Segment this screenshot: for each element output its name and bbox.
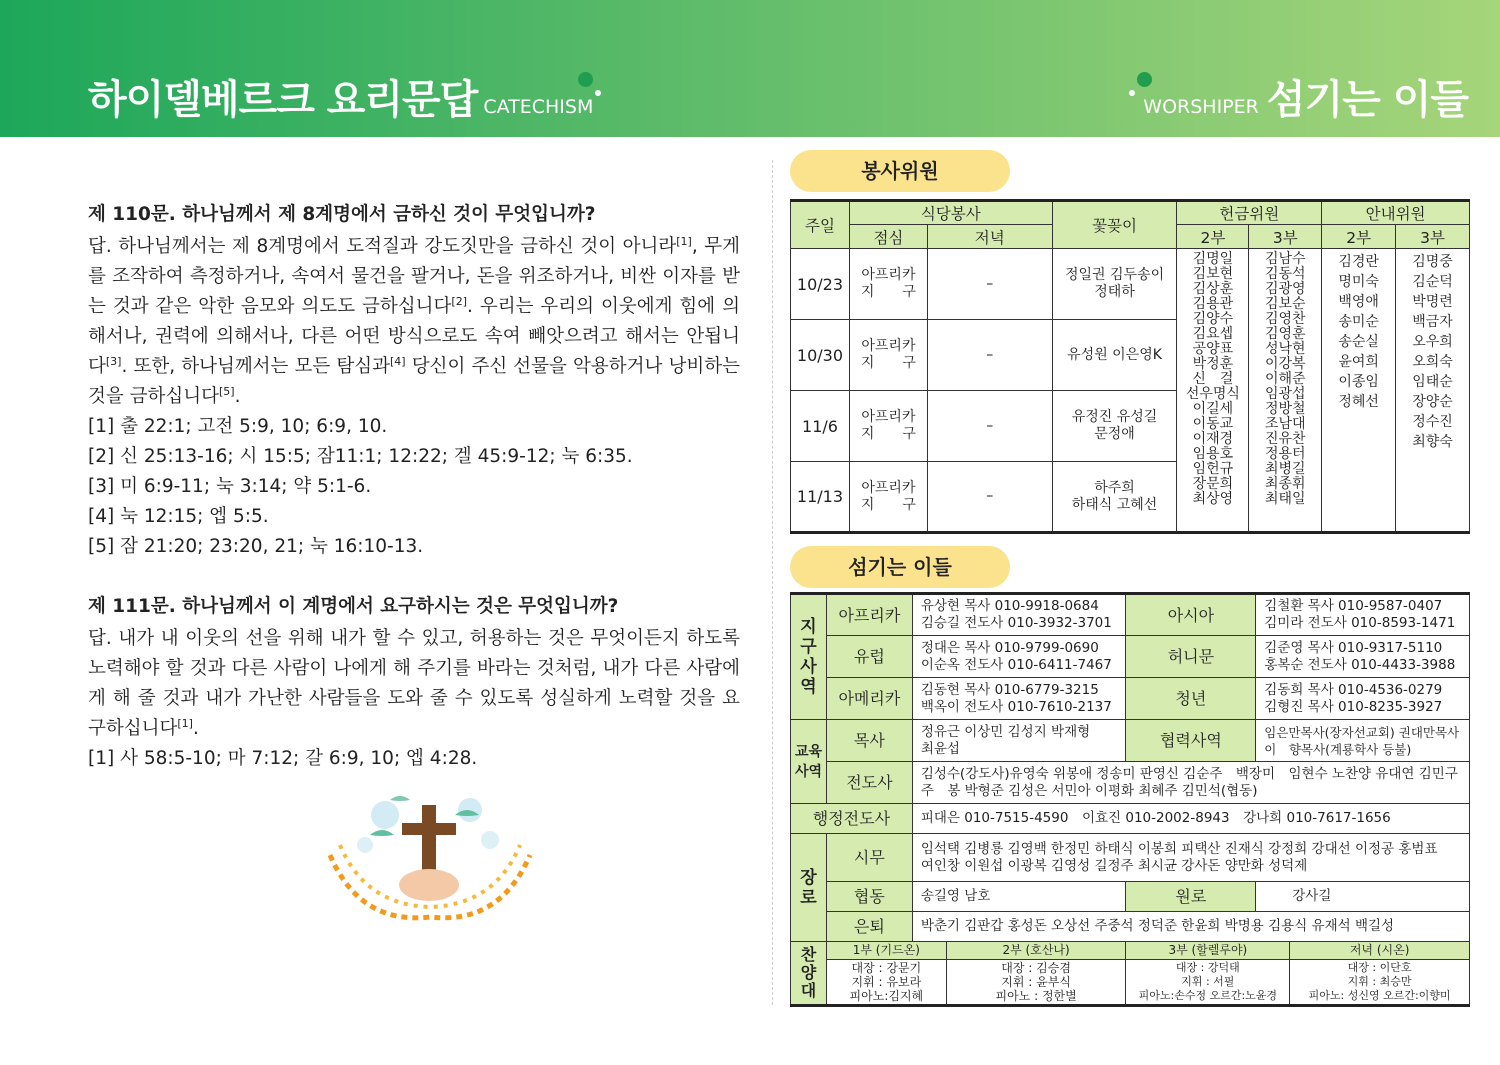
header-3bu: 3부 <box>1249 225 1322 249</box>
cross-hands-illustration <box>310 785 550 925</box>
table-row <box>791 249 1470 320</box>
america-label: 아메리카 <box>826 678 912 720</box>
senior-elder-names: 강사길 <box>1256 882 1470 912</box>
header-offering: 헌금위원 <box>1177 201 1322 225</box>
worshiper-subtitle: WORSHIPER <box>1143 96 1259 118</box>
cooperation-label: 협력사역 <box>1126 720 1256 762</box>
catechism-title: 하이델베르크 요리문답 <box>88 77 478 123</box>
row-flower: 하주희 하태식 고혜선 <box>1052 462 1177 533</box>
question-110: 제 110문. 하나님께서 제 8계명에서 금하신 것이 무엇입니까? <box>88 204 596 225</box>
servants-pill: 섬기는 이들 <box>790 546 1010 588</box>
reference-line: [5] 잠 21:20; 23:20, 21; 눅 16:10-13. <box>88 536 424 557</box>
choir-details: 대장 : 강덕태 지휘 : 서필 피아노:손수정 오르간:노윤경 <box>1126 960 1290 1006</box>
active-elder-names: 임석택 김병룡 김영백 한정민 하태식 이봉희 피택산 진재식 강정희 강대선 이정공 홍범표 여인창 이원섭 이광복 김영성 길정주 최시균 강사돈 양만화 성덕제 <box>912 834 1469 882</box>
senior-elder-label: 원로 <box>1126 882 1256 912</box>
offering-2bu-list: 김명일 김보현 김상훈 김용관 김양수 김요셉 공양표 박정훈 신 걸 선우명식 이길세 이동교 이재경 임용호 임헌규 장문희 최상영 <box>1177 249 1249 533</box>
choir-col-header: 2부 (호산나) <box>946 942 1126 960</box>
volunteers-table <box>790 199 1470 534</box>
row-lunch: 아프리카 지 구 <box>849 249 927 320</box>
header-cafeteria: 식당봉사 <box>849 201 1052 225</box>
reference-line: [2] 신 25:13-16; 시 15:5; 잠11:1; 12:22; 겔 45:9-12; 눅 6:35. <box>88 446 633 467</box>
row-date: 10/30 <box>791 320 850 391</box>
admin-label: 행정전도사 <box>791 804 913 834</box>
header-2bu: 2부 <box>1322 225 1396 249</box>
dot-icon <box>595 90 601 96</box>
row-date: 11/6 <box>791 391 850 462</box>
answer-111: 답. 내가 내 이웃의 선을 위해 내가 할 수 있고, 허용하는 것은 무엇이든지 하도록 노력해야 할 것과 다른 사람이 나에게 해 주기를 바라는 것처럼, 내가 다른 사람에게 해 줄 것과 내가 가난한 사람들을 도와 줄 수 있도록 성실하게 노력할 것을 요구하십니다[1]. <box>88 628 740 739</box>
africa-label: 아프리카 <box>826 594 912 636</box>
reference-line: [1] 사 58:5-10; 마 7:12; 갈 6:9, 10; 엡 4:28. <box>88 748 478 769</box>
pastor-label: 목사 <box>826 720 912 762</box>
choir-col-header: 1부 (기드온) <box>826 942 946 960</box>
worshiper-title: 섬기는 이들 <box>1266 77 1468 123</box>
row-dinner: – <box>927 320 1052 391</box>
cooperation-names: 임은만목사(장자선교회) 권대만목사 이 향목사(계룡학사 등불) <box>1256 720 1470 762</box>
header-band <box>0 0 1500 137</box>
choir-col-header: 저녁 (시온) <box>1290 942 1470 960</box>
header-lunch: 점심 <box>849 225 927 249</box>
usher-3bu-list: 김명중 김순덕 박명련 백금자 오우희 오희숙 임태순 장양순 정수진 최향숙 <box>1396 249 1470 533</box>
education-label: 교육 사역 <box>791 720 827 804</box>
choir-details: 대장 : 김승겸 지휘 : 윤부식 피아노 : 정한별 <box>946 960 1126 1006</box>
offering-3bu-list: 김남수 김동석 김광영 김보순 김영찬 김영훈 성낙현 이강복 이해준 임광섭 정방철 조남대 진유찬 정용터 최병길 최종휘 최태일 <box>1249 249 1322 533</box>
row-date: 11/13 <box>791 462 850 533</box>
district-label: 지 구 사 역 <box>791 594 827 720</box>
choir-details: 대장 : 강문기 지휘 : 유보라 피아노:김지혜 <box>826 960 946 1006</box>
row-lunch: 아프리카 지 구 <box>849 462 927 533</box>
header-dinner: 저녁 <box>927 225 1052 249</box>
asia-contacts: 김철환 목사 010-9587-0407 김미라 전도사 010-8593-1471 <box>1256 594 1470 636</box>
row-dinner: – <box>927 391 1052 462</box>
header-2bu: 2부 <box>1177 225 1249 249</box>
africa-contacts: 유상현 목사 010-9918-0684 김승길 전도사 010-3932-3701 <box>912 594 1126 636</box>
choir-details: 대장 : 이단호 지휘 : 최승만 피아노: 성신영 오르간:이향미 <box>1290 960 1470 1006</box>
honeymoon-label: 허니문 <box>1126 636 1256 678</box>
europe-label: 유럽 <box>826 636 912 678</box>
choir-col-header: 3부 (할렐루야) <box>1126 942 1290 960</box>
america-contacts: 김동현 목사 010-6779-3215 백옥이 전도사 010-7610-2137 <box>912 678 1126 720</box>
header-date: 주일 <box>791 201 850 249</box>
row-lunch: 아프리카 지 구 <box>849 391 927 462</box>
elders-label: 장 로 <box>791 834 827 942</box>
catechism-heading <box>88 68 593 125</box>
row-dinner: – <box>927 249 1052 320</box>
admin-contacts: 피대은 010-7515-4590 이효진 010-2002-8943 강나희 010-7617-1656 <box>912 804 1469 834</box>
pastor-names: 정유근 이상민 김성지 박재형 최윤섭 <box>912 720 1126 762</box>
retired-elder-names: 박춘기 김판갑 홍성돈 오상선 주중석 정덕준 한윤희 박명용 김용식 유재석 백길성 <box>912 912 1469 942</box>
header-flower: 꽃꽂이 <box>1052 201 1177 249</box>
associate-elder-names: 송길영 남호 <box>912 882 1126 912</box>
catechism-subtitle: CATECHISM <box>483 96 594 118</box>
dot-icon <box>1129 90 1135 96</box>
header-3bu: 3부 <box>1396 225 1470 249</box>
column-divider <box>772 160 773 1005</box>
evangelist-names: 김성수(강도사)유영숙 위봉애 정송미 판영신 김순주 백장미 임현수 노찬양 유대연 김민구 주 봉 박형준 김성은 서민아 이평화 최혜주 김민석(협동) <box>912 762 1469 804</box>
catechism-section <box>88 200 740 774</box>
honeymoon-contacts: 김준영 목사 010-9317-5110 홍복순 전도사 010-4433-3988 <box>1256 636 1470 678</box>
associate-elder-label: 협동 <box>826 882 912 912</box>
dot-icon <box>578 72 593 87</box>
row-lunch: 아프리카 지 구 <box>849 320 927 391</box>
servants-table <box>790 592 1470 1007</box>
row-flower: 유정진 유성길 문정애 <box>1052 391 1177 462</box>
evangelist-label: 전도사 <box>826 762 912 804</box>
europe-contacts: 정대은 목사 010-9799-0690 이순옥 전도사 010-6411-7467 <box>912 636 1126 678</box>
volunteers-pill: 봉사위원 <box>790 150 1010 192</box>
reference-line: [4] 눅 12:15; 엡 5:5. <box>88 506 269 527</box>
row-date: 10/23 <box>791 249 850 320</box>
question-111: 제 111문. 하나님께서 이 계명에서 요구하시는 것은 무엇입니까? <box>88 596 619 617</box>
worshiper-heading <box>1143 68 1468 125</box>
row-dinner: – <box>927 462 1052 533</box>
active-elder-label: 시무 <box>826 834 912 882</box>
reference-line: [1] 출 22:1; 고전 5:9, 10; 6:9, 10. <box>88 416 388 437</box>
reference-line: [3] 미 6:9-11; 눅 3:14; 약 5:1-6. <box>88 476 372 497</box>
row-flower: 정일권 김두송이 정태하 <box>1052 249 1177 320</box>
choir-label: 찬 양 대 <box>791 942 827 1006</box>
usher-2bu-list: 김경란 명미숙 백영애 송미순 송순실 윤여희 이종임 정혜선 <box>1322 249 1396 533</box>
youth-label: 청년 <box>1126 678 1256 720</box>
retired-elder-label: 은퇴 <box>826 912 912 942</box>
asia-label: 아시아 <box>1126 594 1256 636</box>
header-usher: 안내위원 <box>1322 201 1470 225</box>
answer-110: 답. 하나님께서는 제 8계명에서 도적질과 강도짓만을 금하신 것이 아니라[1], 무게를 조작하여 측정하거나, 속여서 물건을 팔거나, 돈을 위조하거나, 비싼 이자를 받는 것과 같은 악한 음모와 의도도 금하십니다[2]. 우리는 우리의 이웃에게 힘에 의해서나, 권력에 의해서나, 다른 어떤 방식으로도 속여 빼앗으려고 해서는 안됩니다[3]. 또한, 하나님께서는 모든 탐심과[4] 당신이 주신 선물을 악용하거나 낭비하는 것을 금하십니다[5]. <box>88 235 741 407</box>
row-flower: 유성원 이은영K <box>1052 320 1177 391</box>
youth-contacts: 김동희 목사 010-4536-0279 김형진 목사 010-8235-3927 <box>1256 678 1470 720</box>
